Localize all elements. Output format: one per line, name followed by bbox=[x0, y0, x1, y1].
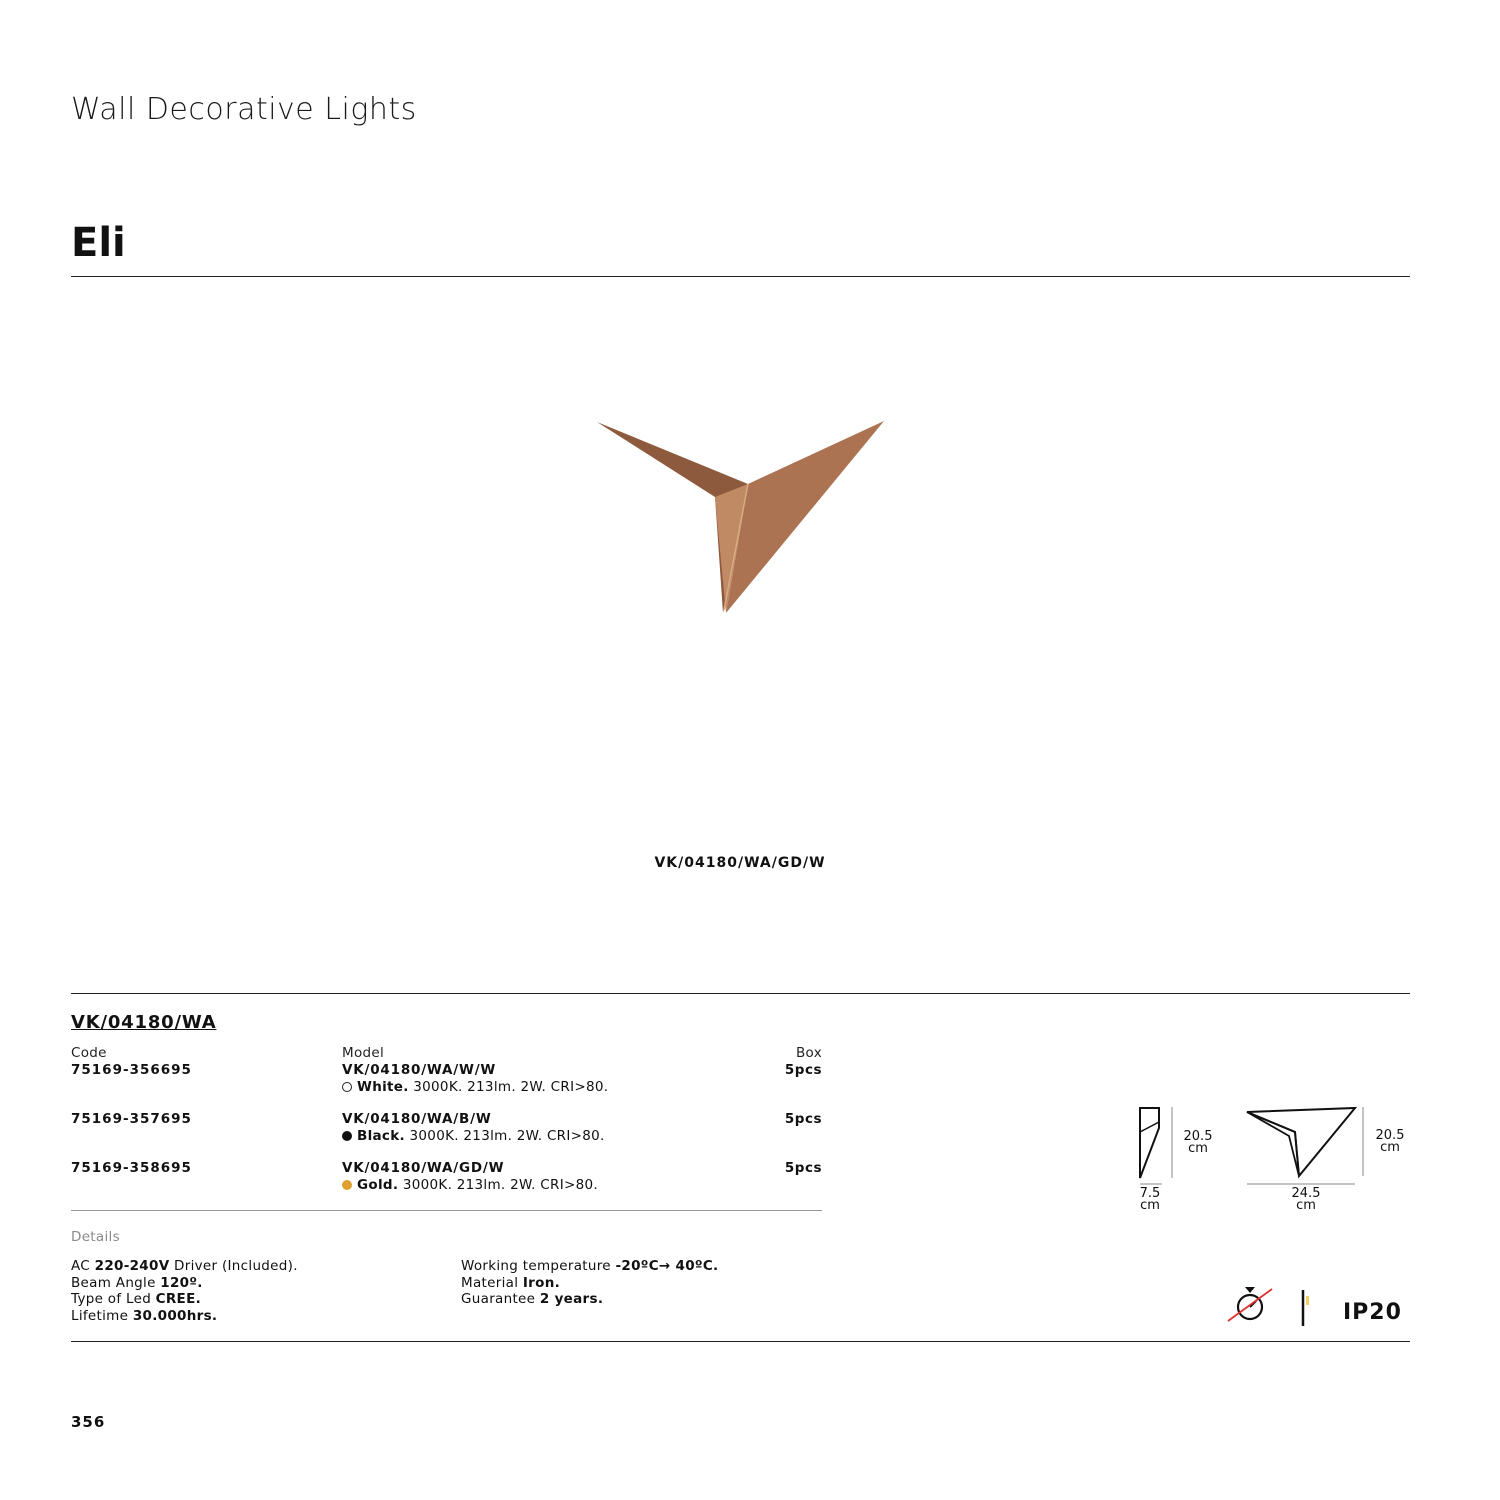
detail-driver: AC 220-240V Driver (Included). bbox=[71, 1258, 298, 1274]
finish-specs: 3000K. 213lm. 2W. CRI>80. bbox=[409, 1128, 605, 1144]
detail-beam-angle: Beam Angle 120º. bbox=[71, 1274, 203, 1291]
wall-mount-icon bbox=[1297, 1288, 1313, 1328]
white-swatch-icon bbox=[342, 1082, 352, 1092]
detail-led-type: Type of Led CREE. bbox=[71, 1291, 202, 1307]
variant-model: VK/04180/WA/W/W bbox=[342, 1062, 497, 1078]
table-bottom-divider bbox=[71, 1210, 822, 1211]
product-name: Eli bbox=[71, 220, 126, 266]
not-dimmable-icon bbox=[1226, 1285, 1276, 1325]
variant-model: VK/04180/WA/GD/W bbox=[342, 1160, 505, 1176]
variant-code: 75169-357695 bbox=[71, 1111, 192, 1127]
box-quantity: 5pcs bbox=[784, 1160, 822, 1176]
variant-code: 75169-356695 bbox=[71, 1062, 192, 1078]
model-header: Model bbox=[342, 1045, 385, 1061]
front-height-dimension: 20.5 cm bbox=[1375, 1128, 1405, 1155]
front-width-dimension: 24.5 cm bbox=[1291, 1186, 1321, 1213]
finish-specs: 3000K. 213lm. 2W. CRI>80. bbox=[402, 1177, 598, 1193]
variant-model: VK/04180/WA/B/W bbox=[342, 1111, 492, 1127]
box-quantity: 5pcs bbox=[784, 1111, 822, 1127]
header-divider bbox=[71, 276, 1410, 277]
finish-name: Black. bbox=[357, 1128, 405, 1144]
page-number: 356 bbox=[71, 1413, 106, 1431]
product-photo bbox=[590, 415, 890, 620]
footer-divider bbox=[71, 1341, 1410, 1342]
black-swatch-icon bbox=[342, 1131, 352, 1141]
gold-swatch-icon bbox=[342, 1180, 352, 1190]
variant-spec bbox=[342, 1079, 608, 1095]
table-top-divider bbox=[71, 993, 1410, 994]
photo-caption: VK/04180/WA/GD/W bbox=[654, 855, 826, 871]
variant-spec bbox=[342, 1177, 598, 1193]
detail-lifetime: Lifetime 30.000hrs. bbox=[71, 1307, 218, 1324]
box-quantity: 5pcs bbox=[784, 1062, 822, 1078]
detail-guarantee: Guarantee 2 years. bbox=[461, 1291, 604, 1307]
finish-name: White. bbox=[357, 1079, 409, 1095]
detail-working-temperature: Working temperature -20ºC→ 40ºC. bbox=[461, 1258, 719, 1274]
details-column-right bbox=[461, 1258, 718, 1308]
details-label: Details bbox=[71, 1229, 120, 1245]
family-code: VK/04180/WA bbox=[71, 1012, 217, 1033]
box-header: Box bbox=[796, 1045, 822, 1061]
front-view-drawing bbox=[1243, 1102, 1373, 1190]
variant-code: 75169-358695 bbox=[71, 1160, 192, 1176]
ip-rating: IP20 bbox=[1343, 1300, 1402, 1325]
side-height-dimension: 20.5 cm bbox=[1183, 1129, 1213, 1156]
detail-material: Material Iron. bbox=[461, 1274, 561, 1291]
finish-specs: 3000K. 213lm. 2W. CRI>80. bbox=[413, 1079, 609, 1095]
details-column-left bbox=[71, 1258, 298, 1324]
side-depth-dimension: 7.5 cm bbox=[1139, 1186, 1161, 1213]
code-header: Code bbox=[71, 1045, 107, 1061]
finish-name: Gold. bbox=[357, 1177, 399, 1193]
category-title: Wall Decorative Lights bbox=[71, 92, 417, 127]
side-view-drawing bbox=[1132, 1102, 1182, 1190]
variant-spec bbox=[342, 1128, 605, 1144]
